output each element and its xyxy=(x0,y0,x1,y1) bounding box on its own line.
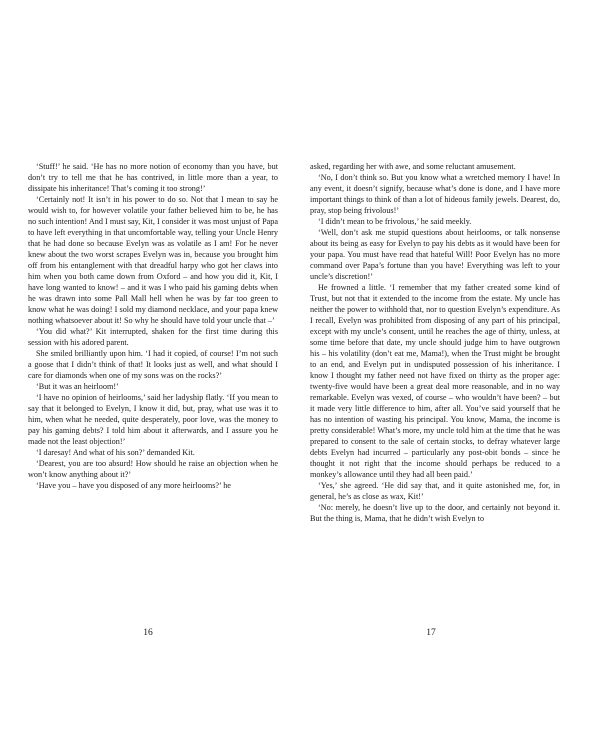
left-page-text xyxy=(28,161,278,491)
paragraph: ‘Stuff!’ he said. ‘He has no more notion of economy than you have, but don’t try to tell me that he has contrived, in little more than a year, to dissipate his inheritance! That’s coming it too strong!’ xyxy=(28,162,278,193)
paragraph: ‘No: merely, he doesn’t live up to the door, and certainly not beyond it. But the thing is, Mama, that he didn’t wish Evelyn to xyxy=(310,503,560,523)
paragraph: ‘Well, don’t ask me stupid questions about heirlooms, or talk nonsense about its being as easy for Evelyn to pay his debts as it would have been for your papa. You must have read that hateful Will! Poor Evelyn has no more command over Papa’s fortune than you have! Everything was left to your uncle’s discretion!’ xyxy=(310,228,560,281)
paragraph: ‘Dearest, you are too absurd! How should he raise an objection when he won’t know anything about it?’ xyxy=(28,459,278,479)
paragraph: ‘Certainly not! It isn’t in his power to do so. Not that I mean to say he would wish to, for however volatile your father believed him to be, he has no such intention! And I must say, Kit, I consider it was most unjust of Papa to have left everything in that uncomfortable way, telling your Uncle Henry that he had done so because Evelyn was as volatile as I am! For he never knew about the two worst scrapes Evelyn was in, because you brought him off from his entanglement with that dreadful harpy who got her claws into him when you both came down from Oxford – and how you did it, Kit, I have long wanted to know! – and it was I who paid his gaming debts when he was drawn into some Pall Mall hell when he was by far too green to know what he was doing! I sold my diamond necklace, and your papa knew nothing whatsoever about it! So why he should have told your uncle that –’ xyxy=(28,195,278,325)
paragraph: ‘I daresay! And what of his son?’ demanded Kit. xyxy=(36,448,195,457)
paragraph: asked, regarding her with awe, and some reluctant amusement. xyxy=(310,162,516,171)
paragraph: ‘No, I don’t think so. But you know what a wretched memory I have! In any event, it doesn’t signify, because what’s done is done, and I have more important things to think of than a lot of hideous family jewels. Dearest, do, pray, stop being frivolous!’ xyxy=(310,173,560,215)
page-number-right: 17 xyxy=(426,628,436,638)
paragraph: He frowned a little. ‘I remember that my father created some kind of Trust, but not that it extended to the income from the estate. My uncle has neither the power to withhold that, nor to question Evelyn’s expenditure. As I recall, Evelyn was prohibited from disposing of any part of his principal, except with my uncle’s consent, until he reaches the age of thirty, unless, at some time before that date, my uncle should judge him to have outgrown his – his volatility (don’t eat me, Mama!), when the Trust might be brought to an end, and Evelyn put in undisputed possession of his inheritance. I know I thought my father need not have fixed on thirty as the proper age: twenty-five would have been a great deal more reasonable, and in no way remarkable. Evelyn was vexed, of course – who wouldn’t have been? – but it made very little difference to him, after all. You’ve said yourself that he has no intention of wasting his principal. You know, Mama, the income is pretty considerable! What’s more, my uncle told him at the time that he was prepared to consent to the sale of certain stocks, to defray whatever large debts Evelyn had incurred – particularly any post-obit bonds – since he thought it not right that the income should perhaps be reduced to a monkey’s allowance until they had all been paid.’ xyxy=(310,283,560,479)
paragraph: ‘But it was an heirloom!’ xyxy=(36,382,119,391)
page-number-left: 16 xyxy=(143,628,153,638)
paragraph: She smiled brilliantly upon him. ‘I had it copied, of course! I’m not such a goose that I didn’t think of that! It looks just as well, and what should I care for diamonds when one of my sons was on the rocks?’ xyxy=(28,349,278,380)
left-page xyxy=(28,161,278,491)
paragraph: ‘I didn’t mean to be frivolous,’ he said meekly. xyxy=(318,217,472,226)
paragraph: ‘Yes,’ she agreed. ‘He did say that, and it quite astonished me, for, in general, he’s as close as wax, Kit!’ xyxy=(310,481,560,501)
right-page xyxy=(310,161,560,524)
paragraph: ‘I have no opinion of heirlooms,’ said her ladyship flatly. ‘If you mean to say that it belonged to Evelyn, I know it did, but, pray, what use was it to him, when what he needed, quite desperately, poor love, was the money to pay his gaming debts? I told him about it afterwards, and I assure you he made not the least objection!’ xyxy=(28,393,278,446)
right-page-text xyxy=(310,161,560,524)
paragraph: ‘Have you – have you disposed of any more heirlooms?’ he xyxy=(36,481,231,490)
paragraph: ‘You did what?’ Kit interrupted, shaken for the first time during this session with his adored parent. xyxy=(28,327,278,347)
